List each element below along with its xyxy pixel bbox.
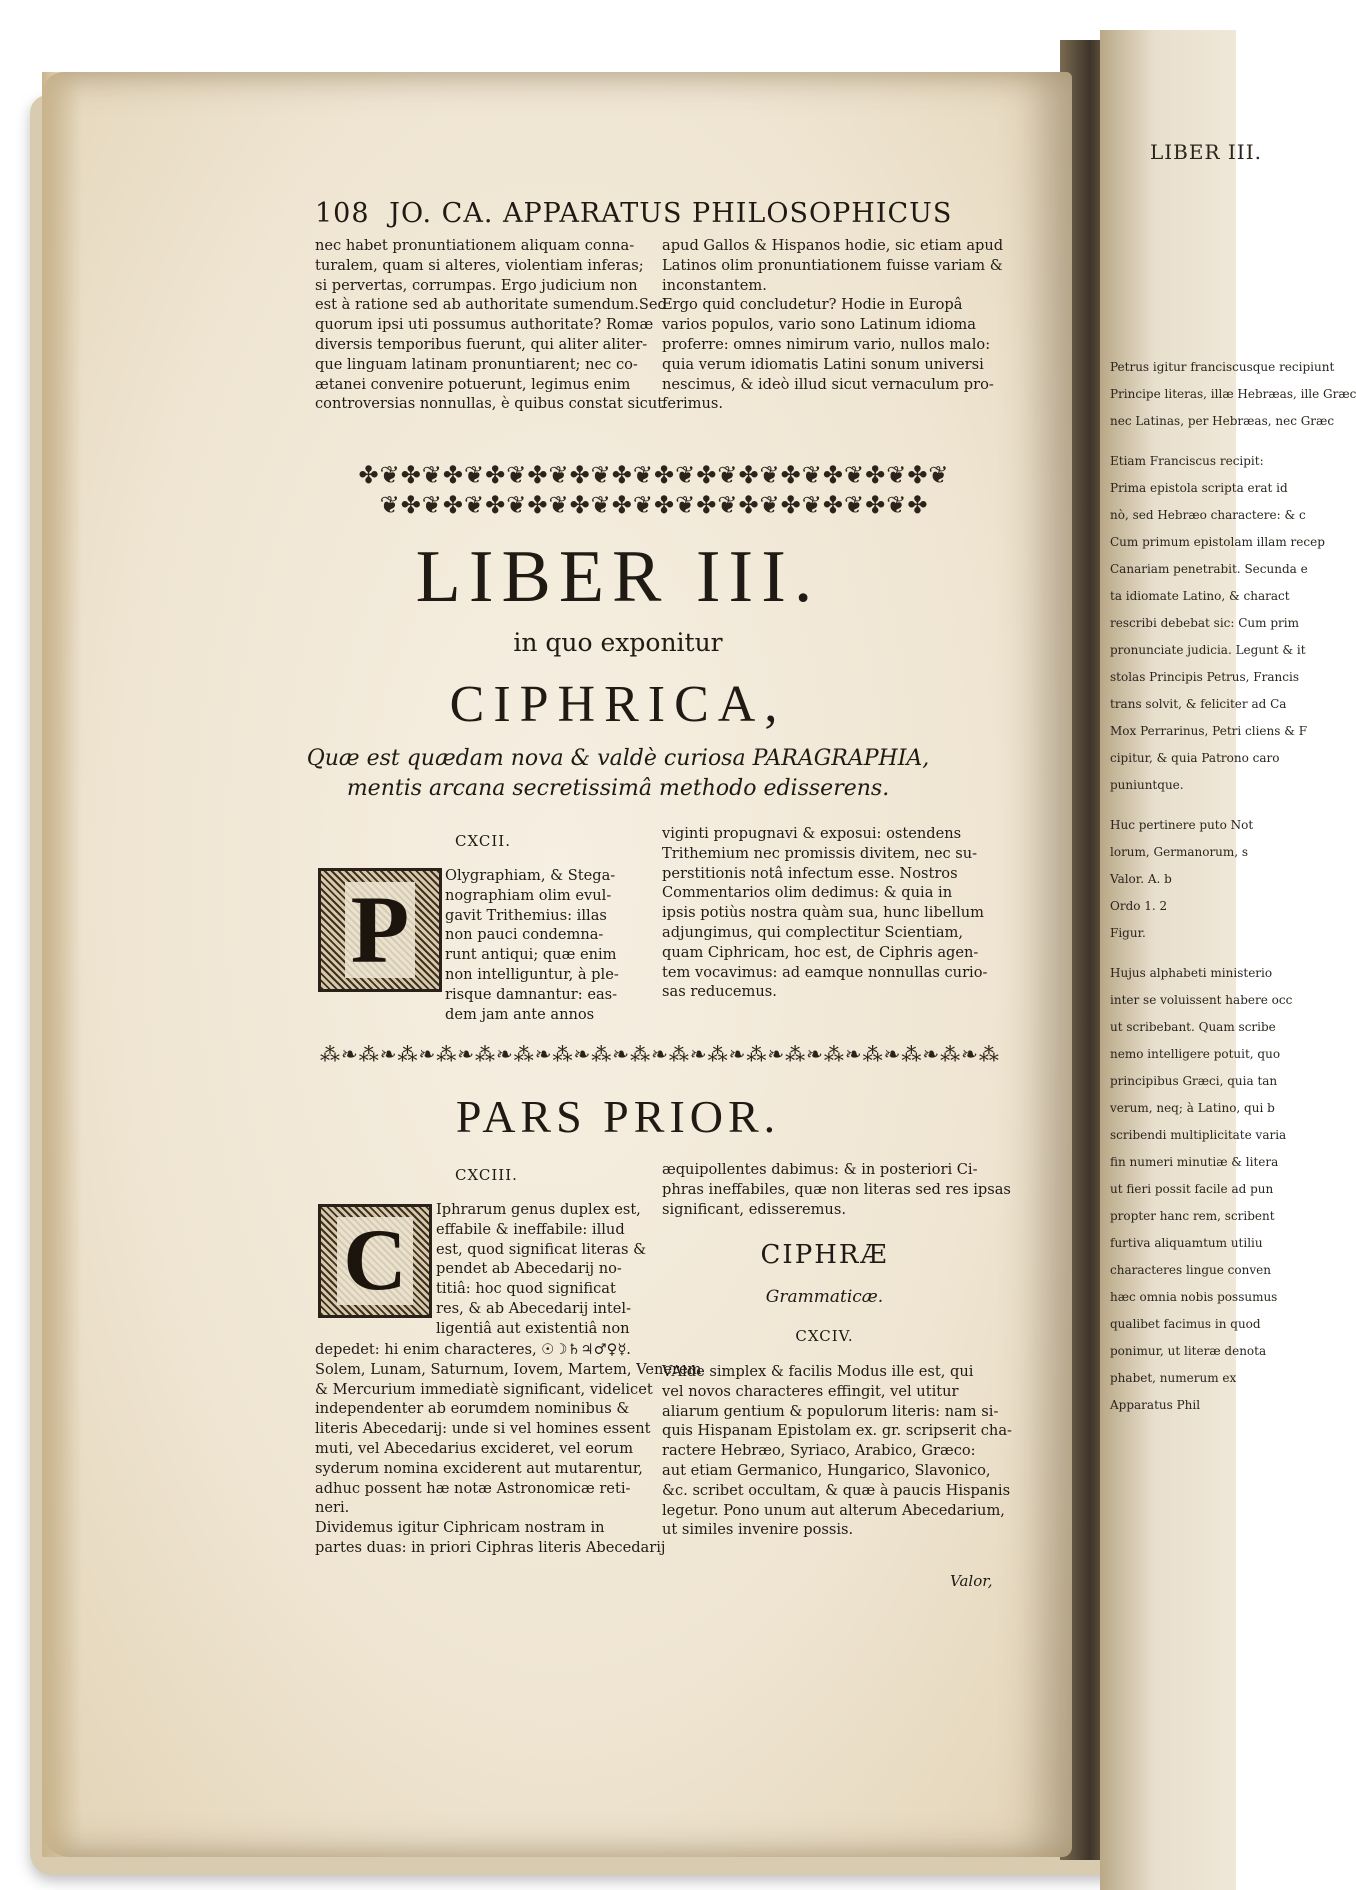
text-line: Iphrarum genus duplex est, [436, 1201, 641, 1218]
text-line: fin numeri minutiæ & litera [1110, 1155, 1279, 1169]
top-right-column [662, 236, 1004, 414]
text-line: quia verum idiomatis Latini sonum universi [662, 355, 984, 373]
text-line: partes duas: in priori Ciphras literis Abecedarij [315, 1538, 666, 1556]
section-194-text [662, 1362, 1012, 1540]
text-line: proferre: omnes nimirum vario, nullos malo: [662, 335, 991, 353]
text-line: ætanei convenire potuerunt, legimus enim [315, 375, 631, 393]
text-line: risque damnantur: eas- [445, 985, 618, 1003]
text-line: Valor. A. b [1110, 872, 1172, 886]
text-line: titiâ: hoc quod significat [436, 1280, 616, 1298]
decorated-initial: C [318, 1204, 432, 1318]
text-line: adjungimus, qui complectitur Scientiam, [662, 923, 964, 941]
text-line: literis Abecedarij: unde si vel homines essent [315, 1420, 651, 1438]
text-line: Commentarios olim dedimus: & quia in [662, 884, 953, 902]
text-line: Ergo quid concludetur? Hodie in Europâ [662, 296, 963, 314]
text-line: aliarum gentium & populorum literis: nam si- [662, 1402, 999, 1420]
text-line: Cum primum epistolam illam recep [1110, 535, 1325, 549]
text-line: ta idiomate Latino, & charact [1110, 589, 1290, 603]
text-line: phras ineffabiles, quæ non literas sed res ipsas [662, 1180, 1011, 1198]
text-line: ligentiâ aut existentiâ non [436, 1319, 630, 1337]
text-line: neri. [315, 1499, 350, 1517]
text-line: nemo intelligere potuit, quo [1110, 1047, 1281, 1061]
text-line: qualibet facimus in quod [1110, 1317, 1261, 1331]
right-page-title: LIBER III. [1150, 140, 1262, 164]
text-line: VAlde simplex & facilis Modus ille est, qui [662, 1363, 974, 1380]
text-line: sas reducemus. [662, 983, 777, 1001]
paragraph [662, 1362, 1012, 1540]
ornament-row: ⁂❧⁂❧⁂❧⁂❧⁂❧⁂❧⁂❧⁂❧⁂❧⁂❧⁂❧⁂❧⁂❧⁂❧⁂❧⁂❧⁂❧⁂ [320, 1042, 1000, 1066]
text-line: Solem, Lunam, Saturnum, Iovem, Martem, Venerem [315, 1360, 702, 1378]
text-line: Prima epistola scripta erat id [1110, 481, 1288, 495]
text-line: verum, neq; à Latino, qui b [1110, 1101, 1275, 1115]
text-line: nec habet pronuntiationem aliquam conna- [315, 237, 635, 254]
text-line: legetur. Pono unum aut alterum Abecedarium, [662, 1501, 1005, 1519]
text-line: Trithemium nec promissis divitem, nec su- [662, 844, 978, 862]
text-line: runt antiqui; quæ enim [445, 946, 617, 964]
text-line: ut scribebant. Quam scribe [1110, 1020, 1276, 1034]
text-line: dem jam ante annos [445, 1005, 595, 1023]
text-line: pronunciate judicia. Legunt & it [1110, 643, 1306, 657]
section-193-right [662, 1160, 1011, 1219]
text-line: que linguam latinam pronuntiarent; nec co- [315, 355, 638, 373]
ornament-row: ❦✤❦✤❦✤❦✤❦✤❦✤❦✤❦✤❦✤❦✤❦✤❦✤❦✤ [379, 491, 929, 519]
section-number: CXCIII. [455, 1166, 518, 1184]
paragraph [662, 824, 987, 1002]
text-line: inconstantem. [662, 276, 767, 294]
text-line: ponimur, ut literæ denota [1110, 1344, 1267, 1358]
text-line: Dividemus igitur Ciphricam nostram in [315, 1519, 605, 1537]
text-line: ipsis potiùs nostra quàm sua, hunc libellum [662, 904, 985, 922]
text-line: hæc omnia nobis possumus [1110, 1290, 1278, 1304]
paragraph [662, 1160, 1011, 1219]
text-line: significant, edisseremus. [662, 1200, 846, 1218]
text-line: Petrus igitur franciscusque recipiunt [1110, 360, 1335, 374]
text-line: viginti propugnavi & exposui: ostendens [662, 825, 962, 842]
text-line: furtiva aliquamtum utiliu [1110, 1236, 1263, 1250]
text-line: Hujus alphabeti ministerio [1110, 966, 1273, 980]
book-description-2: mentis arcana secretissimâ methodo edisserens. [346, 776, 890, 801]
text-line: nec Latinas, per Hebræas, nec Græc [1110, 414, 1335, 428]
text-line: Figur. [1110, 926, 1146, 940]
text-line: ractere Hebræo, Syriaco, Arabico, Græco: [662, 1442, 976, 1460]
section-193-wrap [436, 1200, 646, 1339]
text-line: est, quod significat literas & [436, 1240, 647, 1258]
section-192-right [662, 824, 987, 1002]
text-line: Ordo 1. 2 [1110, 899, 1168, 913]
text-line: inter se voluissent habere occ [1110, 993, 1293, 1007]
text-line: non pauci condemna- [445, 926, 604, 944]
top-left-column [315, 236, 667, 414]
running-head [315, 198, 952, 229]
text-line: puniuntque. [1110, 778, 1184, 792]
text-line: Olygraphiam, & Stega- [445, 867, 616, 884]
text-line: perstitionis notâ infectum esse. Nostros [662, 864, 958, 882]
paragraph [315, 1340, 702, 1558]
text-line: stolas Principis Petrus, Francis [1110, 670, 1299, 684]
paragraph [662, 236, 1004, 414]
text-line: æquipollentes dabimus: & in posteriori Ci- [662, 1161, 978, 1178]
text-line: est à ratione sed ab authoritate sumendum.Sed [315, 296, 667, 314]
text-line: Latinos olim pronuntiationem fuisse variam & [662, 256, 1003, 274]
text-line: res, & ab Abecedarij intel- [436, 1299, 632, 1317]
text-line: turalem, quam si alteres, violentiam inferas; [315, 256, 644, 274]
right-page [1100, 30, 1356, 1890]
text-line: gavit Trithemius: illas [445, 906, 607, 924]
text-line: ferimus. [662, 395, 724, 413]
text-line: trans solvit, & feliciter ad Ca [1110, 697, 1287, 711]
text-line: syderum nomina exciderent aut mutarentur, [315, 1459, 643, 1477]
text-line: si pervertas, corrumpas. Ergo judicium non [315, 276, 638, 294]
text-line: &c. scribet occultam, & quæ à paucis Hispanis [662, 1481, 1011, 1499]
text-line: vel novos characteres effingit, vel utitur [662, 1382, 959, 1400]
running-title: JO. CA. APPARATUS PHILOSOPHICUS [389, 198, 953, 229]
paragraph [436, 1200, 646, 1339]
text-line: quorum ipsi uti possumus authoritate? Romæ [315, 316, 654, 334]
text-line: effabile & ineffabile: illud [436, 1220, 625, 1238]
text-line: varios populos, vario sono Latinum idioma [662, 316, 976, 334]
text-line: Mox Perrarinus, Petri cliens & F [1110, 724, 1308, 738]
section-193-body [315, 1340, 702, 1558]
text-line: depedet: hi enim characteres, ☉☽♄♃♂♀☿. [315, 1341, 631, 1358]
ornament-row: ✤❦✤❦✤❦✤❦✤❦✤❦✤❦✤❦✤❦✤❦✤❦✤❦✤❦✤❦ [358, 461, 950, 489]
section-192-left [445, 866, 645, 1024]
text-line: lorum, Germanorum, s [1110, 845, 1249, 859]
ornamental-band-middle [320, 1040, 1000, 1072]
text-line: muti, vel Abecedarius excideret, vel eorum [315, 1439, 634, 1457]
text-line: controversias nonnullas, è quibus constat sicut [315, 395, 664, 413]
ornamental-band-top [320, 460, 988, 522]
text-line: propter hanc rem, scribent [1110, 1209, 1275, 1223]
text-line: pendet ab Abecedarij no- [436, 1260, 622, 1278]
text-line: Huc pertinere puto Not [1110, 818, 1254, 832]
section-number: CXCII. [455, 832, 511, 850]
text-line: Apparatus Phil [1110, 1398, 1201, 1412]
text-line: Canariam penetrabit. Secunda e [1110, 562, 1308, 576]
text-line: characteres lingue conven [1110, 1263, 1271, 1277]
book-subtitle: in quo exponitur [513, 628, 723, 657]
book-subject: CIPHRICA, [449, 676, 787, 733]
text-line: Principe literas, illæ Hebræas, ille Græc [1110, 387, 1356, 401]
text-line: quam Ciphricam, hoc est, de Ciphris agen- [662, 943, 979, 961]
part-title: PARS PRIOR. [455, 1091, 781, 1142]
text-line: non intelliguntur, à ple- [445, 965, 619, 983]
text-line: ut similes invenire possis. [662, 1521, 854, 1539]
page-number: 108 [315, 198, 370, 229]
book-title: LIBER III. [415, 536, 821, 618]
text-line: nò, sed Hebræo charactere: & c [1110, 508, 1306, 522]
text-line: tem vocavimus: ad eamque nonnullas curio- [662, 963, 988, 981]
text-line: ut fieri possit facile ad pun [1110, 1182, 1274, 1196]
ciphrae-heading: CIPHRÆ [760, 1240, 889, 1270]
text-line: nographiam olim evul- [445, 886, 612, 904]
text-line: principibus Græci, quia tan [1110, 1074, 1278, 1088]
book-description-1: Quæ est quædam nova & valdè curiosa PARAGRAPHIA, [306, 746, 930, 771]
text-line: quis Hispanam Epistolam ex. gr. scripserit cha- [662, 1422, 1012, 1440]
text-line: Etiam Franciscus recipit: [1110, 454, 1264, 468]
text-line: rescribi debebat sic: Cum prim [1110, 616, 1299, 630]
catchword: Valor, [950, 1572, 993, 1590]
decorated-initial: P [318, 868, 442, 992]
text-line: & Mercurium immediatè significant, videlicet [315, 1380, 653, 1398]
text-line: cipitur, & quia Patrono caro [1110, 751, 1280, 765]
text-line: scribendi multiplicitate varia [1110, 1128, 1287, 1142]
section-number: CXCIV. [795, 1327, 854, 1345]
ciphrae-subheading: Grammaticæ. [765, 1287, 884, 1307]
text-line: phabet, numerum ex [1110, 1371, 1237, 1385]
paragraph [445, 866, 645, 1024]
text-line: diversis temporibus fuerunt, qui aliter aliter- [315, 335, 648, 353]
paragraph [315, 236, 667, 414]
text-line: aut etiam Germanico, Hungarico, Slavonico, [662, 1461, 991, 1479]
text-line: apud Gallos & Hispanos hodie, sic etiam apud [662, 237, 1004, 254]
text-line: adhuc possent hæ notæ Astronomicæ reti- [315, 1479, 631, 1497]
text-line: independenter ab eorumdem nominibus & [315, 1400, 630, 1418]
text-line: nescimus, & ideò illud sicut vernaculum pro- [662, 375, 994, 393]
